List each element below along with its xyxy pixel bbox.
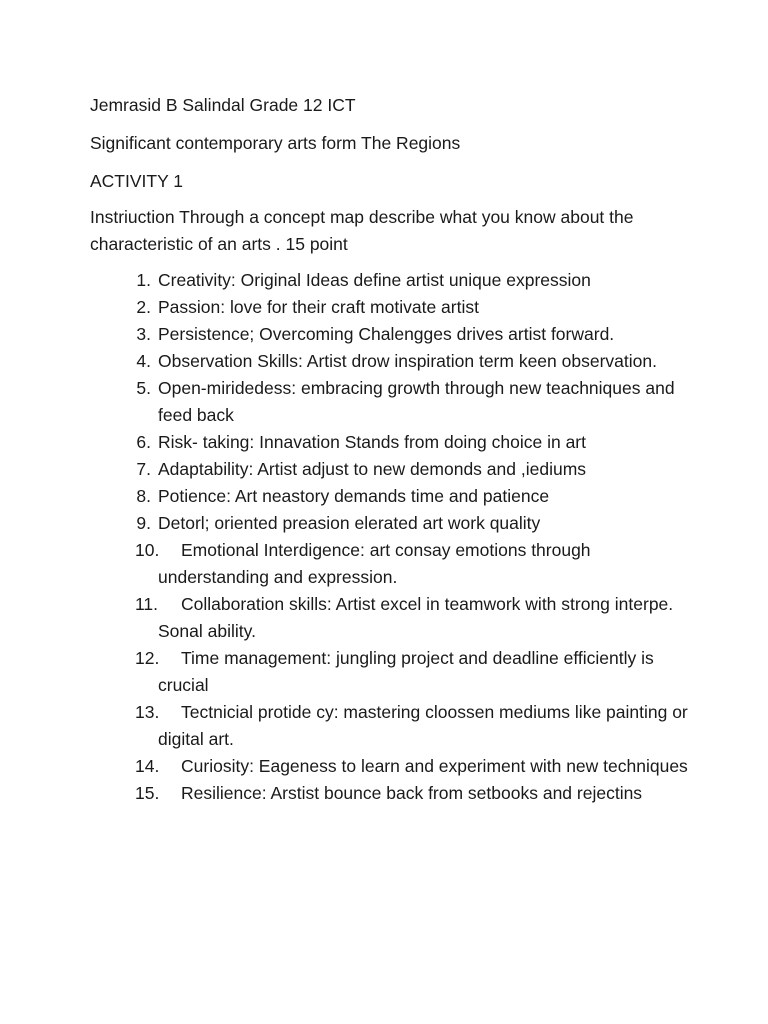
list-item-text: Risk- taking: Innavation Stands from doing choice in art [158, 432, 586, 452]
list-item [90, 348, 690, 375]
list-item [90, 537, 690, 591]
list-item [90, 645, 690, 699]
list-item-text: Adaptability: Artist adjust to new demonds and ,iediums [158, 459, 587, 479]
list-item-text: Collaboration skills: Artist excel in teamwork with strong interpe. Sonal ability. [158, 594, 674, 641]
list-item-text: Creativity: Original Ideas define artist unique expression [158, 270, 591, 290]
list-item [90, 429, 690, 456]
list-item-number: 10. [135, 540, 160, 560]
list-item-text: Curiosity: Eageness to learn and experiment with new techniques [181, 756, 688, 776]
list-item-number: 6. [136, 432, 151, 452]
list-item-number: 12. [135, 648, 160, 668]
list-item [90, 753, 690, 780]
list-item-number: 3. [136, 324, 151, 344]
instruction-text: Instriuction Through a concept map describe what you know about the characteristic of an arts . 15 point [90, 207, 634, 254]
list-item-number: 11. [135, 594, 159, 614]
list-item-number: 9. [136, 513, 151, 533]
list-item [90, 699, 690, 753]
list-item-number: 13. [135, 702, 160, 722]
list-item-text: Persistence; Overcoming Chalengges drives artist forward. [158, 324, 615, 344]
list-item [90, 294, 690, 321]
list-item [90, 267, 690, 294]
list-item-number: 4. [136, 351, 151, 371]
list-item [90, 591, 690, 645]
list-item-text: Emotional Interdigence: art consay emotions through understanding and expression. [158, 540, 591, 587]
list-item-text: Potience: Art neastory demands time and patience [158, 486, 550, 506]
list-item [90, 780, 690, 807]
list-item-text: Detorl; oriented preasion elerated art work quality [158, 513, 541, 533]
list-item-text: Tectnicial protide cy: mastering cloossen mediums like painting or digital art. [158, 702, 688, 749]
list-item-number: 1. [136, 270, 151, 290]
list-item [90, 483, 690, 510]
list-item-number: 14. [135, 756, 160, 776]
list-item-number: 5. [136, 378, 151, 398]
list-item-text: Passion: love for their craft motivate artist [158, 297, 479, 317]
list-item-number: 15. [135, 783, 160, 803]
list-item-number: 7. [136, 459, 151, 479]
activity-title: ACTIVITY 1 [90, 171, 184, 191]
list-item-text: Time management: jungling project and deadline efficiently is crucial [158, 648, 654, 695]
list-item-number: 2. [136, 297, 151, 317]
list-item-text: Open-miridedess: embracing growth through new teachniques and feed back [158, 378, 675, 425]
characteristics-list [90, 267, 690, 807]
list-item-number: 8. [136, 486, 151, 506]
list-item [90, 375, 690, 429]
list-item [90, 510, 690, 537]
list-item-text: Observation Skills: Artist drow inspiration term keen observation. [158, 351, 657, 371]
list-item [90, 456, 690, 483]
topic-line: Significant contemporary arts form The Regions [90, 133, 461, 153]
student-header: Jemrasid B Salindal Grade 12 ICT [90, 95, 356, 115]
list-item-text: Resilience: Arstist bounce back from setbooks and rejectins [181, 783, 643, 803]
list-item [90, 321, 690, 348]
